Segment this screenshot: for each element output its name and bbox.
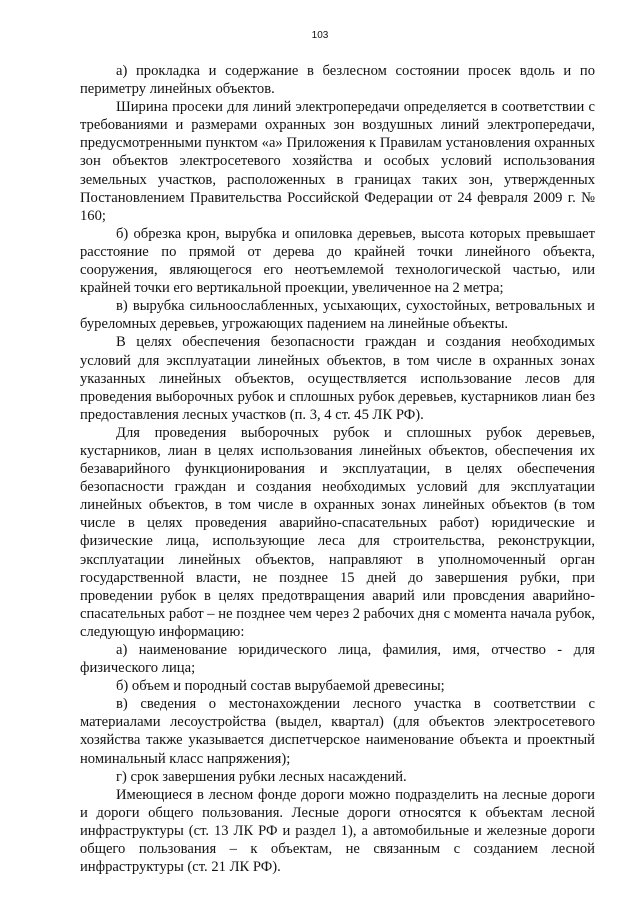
- paragraph-clearing-width: Ширина просеки для линий электропередачи определяется в соответствии с требованиями и размерами охранных зон воздушных линий электропередачи, предусмотренными пунктом «а» Приложения к Правилам установления охранных зон объектов электросетевого хозяйства и особых условий использования земельных участков, расположенных в границах таких зон, утвержденных Постановлением Правительства Российской Федерации от 24 февраля 2009 г. № 160;: [80, 99, 595, 224]
- paragraph-clause-b: б) обрезка крон, вырубка и опиловка деревьев, высота которых превышает расстояние по прямой от дерева до крайней точки линейного объекта, сооружения, являющегося его неотъемлемой технологической частью, или крайней точки его вертикальной проекции, увеличенное на 2 метра;: [80, 225, 595, 297]
- paragraph-clause-a: а) прокладка и содержание в безлесном состоянии просек вдоль и по периметру линейных объектов.: [80, 63, 595, 98]
- paragraph-info-g: г) срок завершения рубки лесных насаждений.: [116, 768, 407, 785]
- page-number: 103: [311, 30, 329, 41]
- paragraph-safety-purposes: В целях обеспечения безопасности граждан и создания необходимых условий для эксплуатации линейных объектов, в том числе в охранных зонах указанных линейных объектов, осуществляется использование лесов для проведения выборочных рубок и сплошных рубок деревьев, кустарников лиан без предоставления лесных участков (п. 3, 4 ст. 45 ЛК РФ).: [80, 334, 595, 423]
- paragraph-info-b: б) объем и породный состав вырубаемой древесины;: [116, 678, 445, 695]
- paragraph-forest-roads: Имеющиеся в лесном фонде дороги можно подразделить на лесные дороги и дороги общего пользования. Лесные дороги относятся к объектам лесной инфраструктуры (ст. 13 ЛК РФ и раздел 1), а автомобильные и железные дороги общего пользования – к объектам, не связанным с созданием лесной инфраструктуры (ст. 21 ЛК РФ).: [80, 786, 595, 876]
- paragraph-info-a: а) наименование юридического лица, фамилия, имя, отчество - для физического лица;: [80, 642, 595, 677]
- document-body: [80, 62, 595, 876]
- paragraph-felling-notification: Для проведения выборочных рубок и сплошных рубок деревьев, кустарников, лиан в целях использования линейных объектов, обеспечения их безаварийного функционирования и эксплуатации, в целях обеспечения безопасности граждан и создания необходимых условий для эксплуатации линейных объектов, в том числе в охранных зонах линейных объектов (в том числе в целях проведения аварийно-спасательных работ) юридические и физические лица, использующие леса для строительства, реконструкции, эксплуатации линейных объектов, направляют в уполномоченный орган государственной власти, не позднее 15 дней до завершения рубки, при проведении рубок в целях предотвращения аварий или провсдения аварийно-спасательных работ – не позднее чем через 2 рабочих дня с момента начала рубок, следующую информацию:: [80, 424, 595, 640]
- paragraph-clause-v: в) вырубка сильноослабленных, усыхающих, сухостойных, ветровальных и буреломных деревьев, угрожающих падением на линейные объекты.: [80, 298, 595, 333]
- paragraph-info-v: в) сведения о местонахождении лесного участка в соответствии с материалами лесоустройства (выдел, квартал) (для объектов электросетевого хозяйства также указывается диспетчерское наименование объекта и проектный номинальный класс напряжения);: [80, 696, 595, 767]
